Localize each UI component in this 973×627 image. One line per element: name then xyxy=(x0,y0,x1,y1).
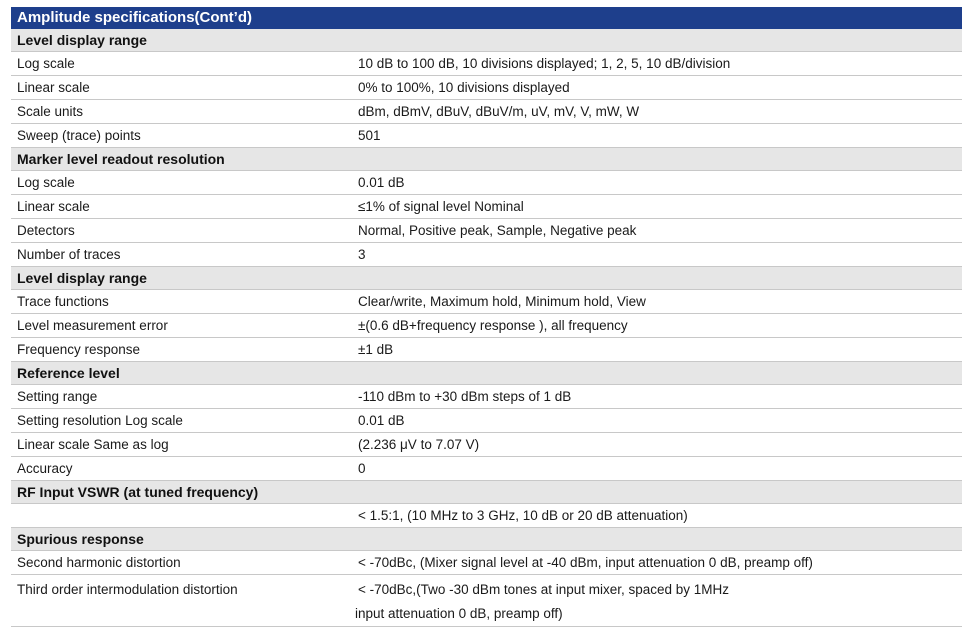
row-value: -110 dBm to +30 dBm steps of 1 dB xyxy=(331,385,962,409)
row-value: 0 xyxy=(331,457,962,481)
section-header-row xyxy=(11,481,962,504)
spec-table xyxy=(11,29,962,627)
table-row xyxy=(11,290,962,314)
table-row xyxy=(11,76,962,100)
row-label: Linear scale xyxy=(11,195,331,219)
row-label: Third order intermodulation distortion xyxy=(11,575,331,627)
row-value: 10 dB to 100 dB, 10 divisions displayed; 1, 2, 5, 10 dB/division xyxy=(331,52,962,76)
table-row xyxy=(11,100,962,124)
section-header-row xyxy=(11,528,962,551)
row-value: 0.01 dB xyxy=(331,409,962,433)
row-value: dBm, dBmV, dBuV, dBuV/m, uV, mV, V, mW, W xyxy=(331,100,962,124)
section-heading: Marker level readout resolution xyxy=(11,148,331,171)
row-label: Frequency response xyxy=(11,338,331,362)
row-label: Log scale xyxy=(11,171,331,195)
table-row xyxy=(11,385,962,409)
row-label: Setting resolution Log scale xyxy=(11,409,331,433)
row-label xyxy=(11,504,331,528)
row-value: ≤1% of signal level Nominal xyxy=(331,195,962,219)
row-value: Normal, Positive peak, Sample, Negative peak xyxy=(331,219,962,243)
table-row xyxy=(11,52,962,76)
table-row xyxy=(11,243,962,267)
row-label: Level measurement error xyxy=(11,314,331,338)
row-label: Log scale xyxy=(11,52,331,76)
row-value: < 1.5:1, (10 MHz to 3 GHz, 10 dB or 20 dB attenuation) xyxy=(331,504,962,528)
section-heading: Spurious response xyxy=(11,528,331,551)
table-row xyxy=(11,409,962,433)
row-value: ±(0.6 dB+frequency response ), all frequency xyxy=(331,314,962,338)
row-value: < -70dBc, (Mixer signal level at -40 dBm, input attenuation 0 dB, preamp off) xyxy=(331,551,962,575)
row-label: Accuracy xyxy=(11,457,331,481)
row-value-line-1: < -70dBc,(Two -30 dBm tones at input mixer, spaced by 1MHz xyxy=(358,582,730,597)
section-heading: Level display range xyxy=(11,267,331,290)
section-header-row xyxy=(11,362,962,385)
section-header-row xyxy=(11,148,962,171)
section-header-row xyxy=(11,267,962,290)
row-label: Setting range xyxy=(11,385,331,409)
row-label: Detectors xyxy=(11,219,331,243)
row-label: Linear scale xyxy=(11,76,331,100)
row-label: Number of traces xyxy=(11,243,331,267)
row-value: 0% to 100%, 10 divisions displayed xyxy=(331,76,962,100)
table-row xyxy=(11,551,962,575)
table-row xyxy=(11,219,962,243)
table-row xyxy=(11,504,962,528)
row-label: Linear scale Same as log xyxy=(11,433,331,457)
table-row xyxy=(11,338,962,362)
row-value: Clear/write, Maximum hold, Minimum hold, View xyxy=(331,290,962,314)
row-value: 0.01 dB xyxy=(331,171,962,195)
table-row xyxy=(11,195,962,219)
row-label: Trace functions xyxy=(11,290,331,314)
row-label: Scale units xyxy=(11,100,331,124)
table-row xyxy=(11,457,962,481)
table-row xyxy=(11,433,962,457)
table-title: Amplitude specifications(Cont’d) xyxy=(11,7,962,29)
row-value: 3 xyxy=(331,243,962,267)
section-heading: Level display range xyxy=(11,29,331,52)
row-value: (2.236 μV to 7.07 V) xyxy=(331,433,962,457)
row-value: ±1 dB xyxy=(331,338,962,362)
table-row xyxy=(11,124,962,148)
table-row xyxy=(11,314,962,338)
row-label: Sweep (trace) points xyxy=(11,124,331,148)
section-heading: RF Input VSWR (at tuned frequency) xyxy=(11,481,331,504)
row-value-line-2: input attenuation 0 dB, preamp off) xyxy=(355,606,563,621)
section-heading: Reference level xyxy=(11,362,331,385)
section-header-row xyxy=(11,29,962,52)
table-row xyxy=(11,171,962,195)
row-value: 501 xyxy=(331,124,962,148)
row-label: Second harmonic distortion xyxy=(11,551,331,575)
